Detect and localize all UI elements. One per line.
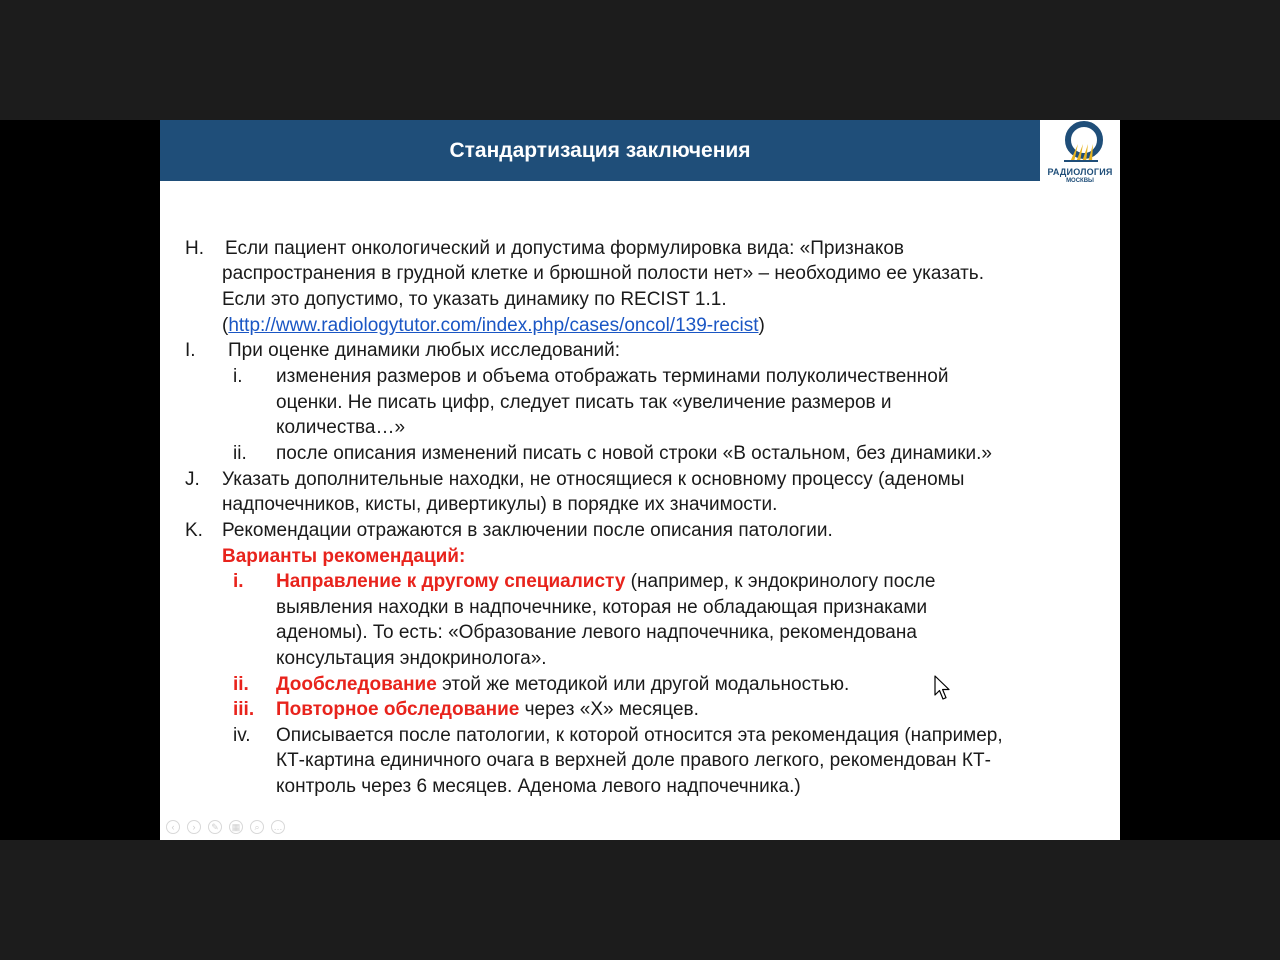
specialist-referral-rest: (например, к эндокринологу после <box>625 571 936 592</box>
recist-link[interactable]: http://www.radiologytutor.com/index.php/cases/oncol/139-recist <box>228 315 759 336</box>
item-i-sub-ii-marker: ii. <box>233 443 247 464</box>
viewer-top-bar <box>0 0 1280 120</box>
slide-body <box>160 120 1120 840</box>
link-close-paren: ) <box>758 315 765 336</box>
viewer-right-margin <box>1120 120 1280 840</box>
item-k-marker: K. <box>185 520 203 541</box>
item-k-sub-iv-line-1: Описывается после патологии, к которой относится эта рекомендация (например, <box>276 725 1003 746</box>
mouse-cursor-icon <box>934 675 952 701</box>
item-k-sub-iv-line-3: контроль через 6 месяцев. Аденома левого надпочечника.) <box>276 776 801 797</box>
item-i-sub-i-line-3: количества…» <box>276 417 406 438</box>
item-h-marker: H. <box>185 238 204 259</box>
item-i-sub-i-line-1: изменения размеров и объема отображать терминами полуколичественной <box>276 366 949 387</box>
viewer-left-margin <box>0 120 160 840</box>
item-k-sub-iii-marker: iii. <box>233 699 255 720</box>
item-k-sub-i-line-2: выявления находки в надпочечнике, которая не обладающая признаками <box>276 597 928 618</box>
item-k-sub-i-line-4: консультация эндокринолога». <box>276 648 547 669</box>
item-k-sub-iv-line-2: КТ-картина единичного очага в верхней доле правого легкого, рекомендован КТ- <box>276 750 991 771</box>
item-h-line-1: Если пациент онкологический и допустима формулировка вида: «Признаков <box>225 238 905 259</box>
specialist-referral-label: Направление к другому специалисту <box>276 571 626 592</box>
item-h-line-3: Если это допустимо, то указать динамику по RECIST 1.1. <box>222 289 727 310</box>
next-icon[interactable]: › <box>187 820 201 834</box>
additional-exam-rest: этой же методикой или другой модальностью. <box>436 674 850 695</box>
item-k-sub-i-marker: i. <box>233 571 244 592</box>
zoom-icon[interactable]: ⌕ <box>250 820 264 834</box>
item-k-sub-i-line-1 <box>276 569 935 595</box>
slide-title: Стандартизация заключения <box>449 138 751 162</box>
item-j-line-2: надпочечников, кисты, дивертикулы) в порядке их значимости. <box>222 494 778 515</box>
recommendation-variants-heading: Варианты рекомендаций: <box>222 546 466 567</box>
repeat-exam-label: Повторное обследование <box>276 699 520 720</box>
logo-subtitle: МОСКВЫ <box>1066 178 1094 184</box>
item-j-marker: J. <box>185 469 200 490</box>
item-h-line-2: распространения в грудной клетке и брюшной полости нет» – необходимо ее указать. <box>222 263 984 284</box>
item-j-line-1: Указать дополнительные находки, не относящиеся к основному процессу (аденомы <box>222 469 965 490</box>
item-i-text: При оценке динамики любых исследований: <box>228 340 621 361</box>
presentation-slide <box>160 120 1120 840</box>
repeat-exam-rest: через «Х» месяцев. <box>519 699 699 720</box>
slideshow-toolbar <box>166 820 285 834</box>
prev-icon[interactable]: ‹ <box>166 820 180 834</box>
more-icon[interactable]: … <box>271 820 285 834</box>
item-i-sub-i-line-2: оценки. Не писать цифр, следует писать так «увеличение размеров и <box>276 392 892 413</box>
item-k-sub-ii-marker: ii. <box>233 674 249 695</box>
additional-exam-label: Дообследование <box>276 674 437 695</box>
item-k-sub-iv-marker: iv. <box>233 725 251 746</box>
viewer-bottom-bar <box>0 840 1280 960</box>
item-i-sub-ii-text: после описания изменений писать с новой строки «В остальном, без динамики.» <box>276 443 992 464</box>
pen-icon[interactable]: ✎ <box>208 820 222 834</box>
item-k-text: Рекомендации отражаются в заключении после описания патологии. <box>222 520 833 541</box>
item-k-sub-ii-line <box>276 672 849 698</box>
item-i-marker: I. <box>185 340 196 361</box>
item-k-sub-iii-line <box>276 697 699 723</box>
slides-icon[interactable]: ▦ <box>229 820 243 834</box>
item-i-sub-i-marker: i. <box>233 366 243 387</box>
item-k-sub-i-line-3: аденомы). То есть: «Образование левого надпочечника, рекомендована <box>276 622 917 643</box>
item-h-link-line <box>222 313 765 339</box>
link-open-paren: ( <box>222 315 229 336</box>
logo-name: РАДИОЛОГИЯ <box>1047 167 1113 177</box>
